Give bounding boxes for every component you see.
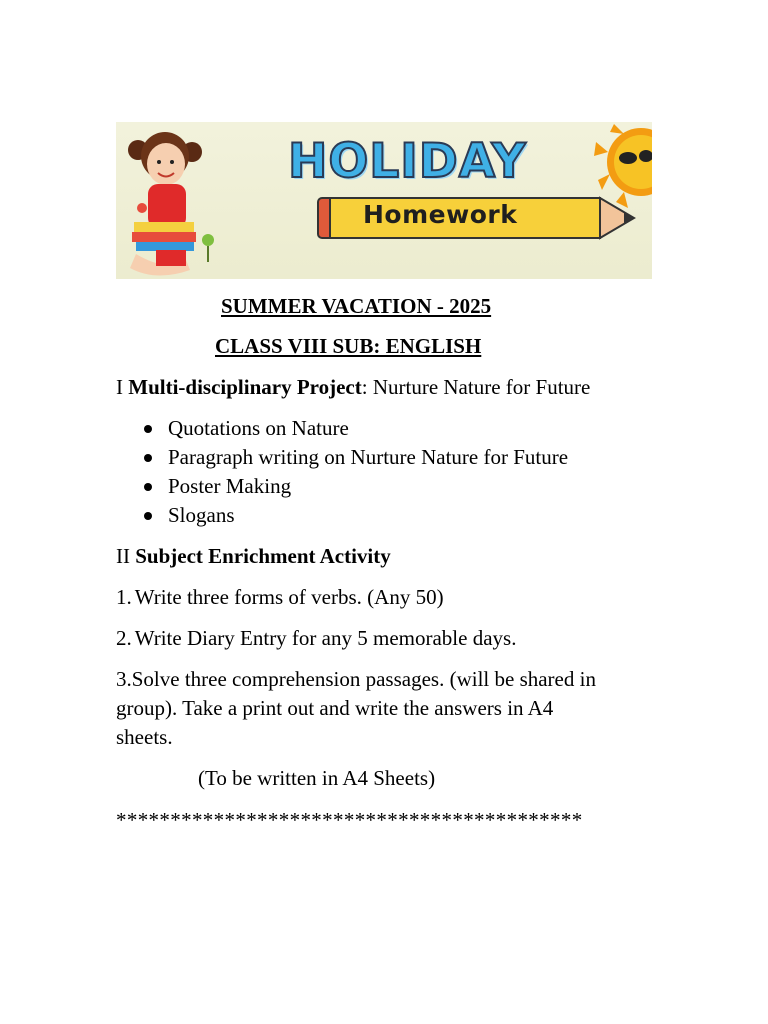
section-2-title: Subject Enrichment Activity (135, 544, 391, 568)
section-1-prefix: I (116, 375, 129, 399)
task-1 (116, 583, 444, 612)
section-1-rest: : Nurture Nature for Future (361, 375, 591, 399)
bullet-icon (144, 454, 152, 462)
list-item-text: Paragraph writing on Nurture Nature for Future (168, 445, 569, 469)
section-2-prefix: II (116, 544, 136, 568)
task-3-line-1: 3.Solve three comprehension passages. (will be shared in (116, 667, 596, 691)
task-2-number: 2. (116, 626, 132, 650)
class-subject-heading: CLASS VIII SUB: ENGLISH (215, 334, 482, 358)
list-item (140, 443, 568, 472)
bullet-icon (144, 483, 152, 491)
list-item (140, 472, 568, 501)
vacation-heading: SUMMER VACATION - 2025 (221, 294, 492, 318)
list-item (140, 501, 568, 530)
task-1-text: Write three forms of verbs. (Any 50) (134, 585, 444, 609)
list-item (140, 414, 568, 443)
girl-illustration (128, 132, 214, 276)
banner-title: HOLIDAY (288, 134, 527, 189)
list-item-text: Slogans (168, 503, 235, 527)
list-item-text: Quotations on Nature (168, 416, 349, 440)
sun-icon (594, 124, 652, 208)
task-2-text: Write Diary Entry for any 5 memorable days. (134, 626, 517, 650)
task-3-line-2: group). Take a print out and write the answers in A4 (116, 696, 554, 720)
project-items-list (140, 414, 568, 530)
task-1-number: 1. (116, 585, 132, 609)
bullet-icon (144, 512, 152, 520)
section-2-heading (116, 542, 391, 571)
task-2 (116, 624, 516, 653)
list-item-text: Poster Making (168, 474, 292, 498)
bullet-icon (144, 425, 152, 433)
writing-note: (To be written in A4 Sheets) (198, 766, 436, 790)
holiday-homework-banner (116, 122, 652, 279)
banner-subtitle: Homework (363, 200, 518, 229)
section-1-heading (116, 373, 590, 402)
section-1-title: Multi-disciplinary Project (128, 375, 362, 399)
asterisk-divider: ******************************************* (116, 808, 583, 832)
task-3-line-3: sheets. (116, 725, 173, 749)
